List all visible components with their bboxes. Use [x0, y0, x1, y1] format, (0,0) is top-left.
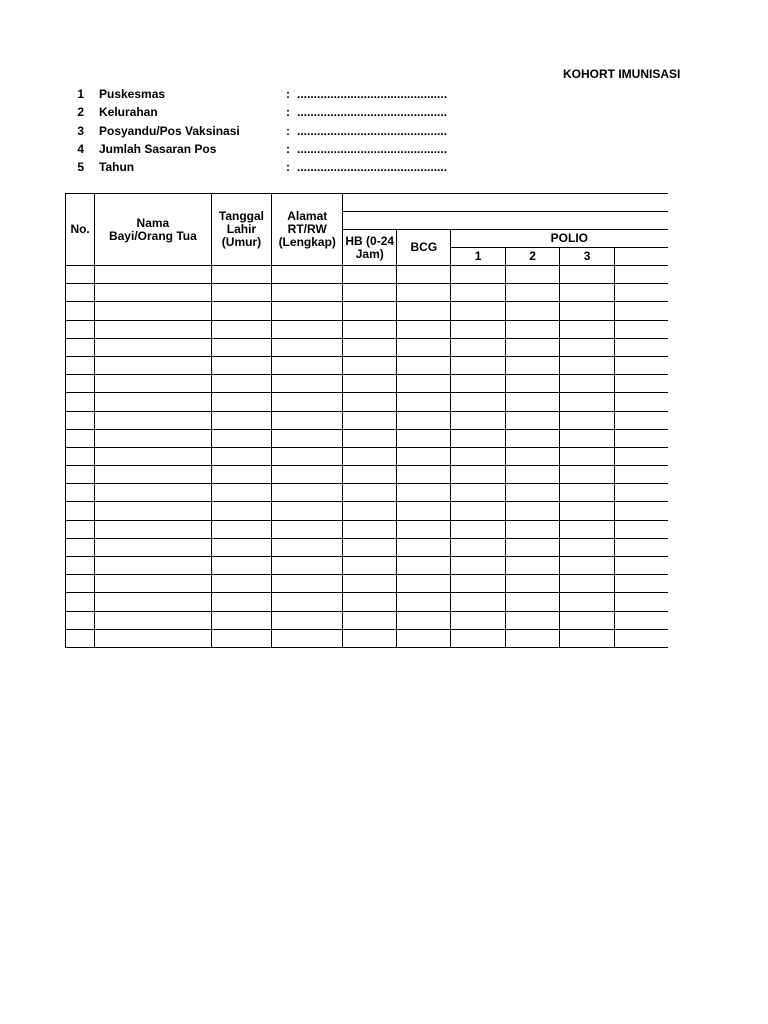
table-cell[interactable] — [343, 429, 397, 447]
table-cell[interactable] — [451, 520, 506, 538]
table-cell[interactable] — [95, 320, 211, 338]
table-cell[interactable] — [397, 356, 451, 374]
table-cell[interactable] — [211, 538, 272, 556]
table-cell[interactable] — [95, 375, 211, 393]
table-cell[interactable] — [505, 375, 560, 393]
table-cell[interactable] — [614, 320, 668, 338]
table-cell[interactable] — [560, 557, 615, 575]
table-cell[interactable] — [343, 502, 397, 520]
table-cell[interactable] — [343, 575, 397, 593]
table-cell[interactable] — [211, 447, 272, 465]
table-cell[interactable] — [211, 502, 272, 520]
info-number: 4 — [77, 142, 84, 157]
table-cell[interactable] — [560, 575, 615, 593]
table-cell[interactable] — [505, 593, 560, 611]
table-cell[interactable] — [505, 284, 560, 302]
table-cell[interactable] — [397, 266, 451, 284]
table-row — [66, 284, 669, 302]
table-cell[interactable] — [614, 611, 668, 629]
table-cell[interactable] — [66, 484, 95, 502]
table-cell[interactable] — [66, 411, 95, 429]
table-row — [66, 502, 669, 520]
info-label: Jumlah Sasaran Pos — [99, 142, 217, 157]
form-info-block — [70, 85, 490, 176]
info-row-posyandu — [70, 122, 490, 140]
table-row — [66, 375, 669, 393]
table-cell[interactable] — [505, 502, 560, 520]
table-cell[interactable] — [614, 466, 668, 484]
header-alamat: Alamat RT/RW (Lengkap) — [272, 194, 343, 266]
table-cell[interactable] — [272, 629, 343, 647]
form-title: KOHORT IMUNISASI — [563, 67, 681, 81]
table-cell[interactable] — [614, 575, 668, 593]
table-cell[interactable] — [614, 284, 668, 302]
table-cell[interactable] — [211, 484, 272, 502]
table-cell[interactable] — [505, 320, 560, 338]
table-cell[interactable] — [614, 266, 668, 284]
table-cell[interactable] — [397, 520, 451, 538]
table-row — [66, 593, 669, 611]
table-cell[interactable] — [272, 502, 343, 520]
table-row — [66, 629, 669, 647]
table-cell[interactable] — [614, 557, 668, 575]
table-cell[interactable] — [397, 502, 451, 520]
table-cell[interactable] — [614, 593, 668, 611]
header-bcg: BCG — [397, 230, 451, 266]
table-cell[interactable] — [343, 466, 397, 484]
table-cell[interactable] — [451, 484, 506, 502]
table-cell[interactable] — [95, 502, 211, 520]
table-cell[interactable] — [66, 593, 95, 611]
table-cell[interactable] — [272, 266, 343, 284]
info-row-puskesmas — [70, 85, 490, 103]
table-cell[interactable] — [451, 302, 506, 320]
table-cell[interactable] — [560, 356, 615, 374]
info-label: Kelurahan — [99, 105, 158, 120]
table-cell[interactable] — [560, 338, 615, 356]
info-fill-line[interactable]: ............................................. — [297, 160, 448, 175]
table-cell[interactable] — [560, 447, 615, 465]
table-cell[interactable] — [95, 338, 211, 356]
table-cell[interactable] — [397, 538, 451, 556]
table-body — [66, 266, 669, 648]
table-cell[interactable] — [451, 429, 506, 447]
table-cell[interactable] — [95, 266, 211, 284]
table-cell[interactable] — [272, 429, 343, 447]
table-cell[interactable] — [397, 302, 451, 320]
table-row — [66, 611, 669, 629]
table-cell[interactable] — [505, 447, 560, 465]
table-cell[interactable] — [343, 629, 397, 647]
table-cell[interactable] — [343, 447, 397, 465]
info-row-kelurahan — [70, 103, 490, 121]
table-cell[interactable] — [66, 611, 95, 629]
table-cell[interactable] — [272, 302, 343, 320]
table-cell[interactable] — [451, 575, 506, 593]
table-cell[interactable] — [560, 538, 615, 556]
table-cell[interactable] — [272, 593, 343, 611]
table-cell[interactable] — [397, 284, 451, 302]
table-cell[interactable] — [95, 520, 211, 538]
table-cell[interactable] — [505, 484, 560, 502]
table-cell[interactable] — [397, 411, 451, 429]
table-cell[interactable] — [505, 611, 560, 629]
header-polio-dose-4 — [614, 248, 668, 266]
table-cell[interactable] — [505, 302, 560, 320]
info-fill-line[interactable]: ............................................. — [297, 105, 448, 120]
table-cell[interactable] — [95, 593, 211, 611]
header-polio-dose-3: 3 — [560, 248, 615, 266]
table-row — [66, 302, 669, 320]
table-cell[interactable] — [451, 447, 506, 465]
table-cell[interactable] — [211, 520, 272, 538]
table-cell[interactable] — [397, 575, 451, 593]
kohort-table-wrapper — [65, 193, 668, 650]
table-cell[interactable] — [66, 538, 95, 556]
table-cell[interactable] — [211, 429, 272, 447]
table-cell[interactable] — [505, 338, 560, 356]
table-cell[interactable] — [66, 629, 95, 647]
table-cell[interactable] — [343, 375, 397, 393]
table-cell[interactable] — [397, 393, 451, 411]
table-cell[interactable] — [614, 502, 668, 520]
table-cell[interactable] — [95, 411, 211, 429]
table-cell[interactable] — [614, 302, 668, 320]
table-cell[interactable] — [560, 411, 615, 429]
table-cell[interactable] — [397, 447, 451, 465]
table-cell[interactable] — [66, 338, 95, 356]
table-cell[interactable] — [614, 393, 668, 411]
table-cell[interactable] — [211, 557, 272, 575]
info-number: 2 — [77, 105, 84, 120]
info-label: Tahun — [99, 160, 135, 175]
table-cell[interactable] — [451, 466, 506, 484]
table-cell[interactable] — [95, 466, 211, 484]
header-band-mid — [343, 212, 668, 230]
table-cell[interactable] — [505, 557, 560, 575]
table-cell[interactable] — [211, 284, 272, 302]
table-cell[interactable] — [505, 575, 560, 593]
table-cell[interactable] — [66, 575, 95, 593]
table-row — [66, 538, 669, 556]
table-cell[interactable] — [66, 393, 95, 411]
table-cell[interactable] — [397, 611, 451, 629]
info-colon: : — [286, 142, 290, 157]
table-cell[interactable] — [272, 320, 343, 338]
table-cell[interactable] — [343, 393, 397, 411]
info-colon: : — [286, 123, 290, 138]
table-row — [66, 411, 669, 429]
table-cell[interactable] — [343, 338, 397, 356]
table-cell[interactable] — [343, 520, 397, 538]
info-colon: : — [286, 160, 290, 175]
table-cell[interactable] — [272, 466, 343, 484]
table-cell[interactable] — [272, 575, 343, 593]
table-cell[interactable] — [451, 284, 506, 302]
table-cell[interactable] — [560, 375, 615, 393]
table-cell[interactable] — [451, 411, 506, 429]
table-cell[interactable] — [451, 266, 506, 284]
table-cell[interactable] — [66, 557, 95, 575]
table-cell[interactable] — [560, 302, 615, 320]
header-polio-dose-1: 1 — [451, 248, 506, 266]
table-cell[interactable] — [560, 593, 615, 611]
table-cell[interactable] — [451, 557, 506, 575]
table-cell[interactable] — [66, 502, 95, 520]
table-cell[interactable] — [397, 466, 451, 484]
table-cell[interactable] — [614, 484, 668, 502]
table-cell[interactable] — [211, 411, 272, 429]
table-cell[interactable] — [343, 611, 397, 629]
table-row — [66, 338, 669, 356]
table-cell[interactable] — [272, 356, 343, 374]
table-cell[interactable] — [397, 429, 451, 447]
info-label: Puskesmas — [99, 87, 166, 102]
info-number: 1 — [77, 87, 84, 102]
table-cell[interactable] — [95, 447, 211, 465]
table-cell[interactable] — [560, 484, 615, 502]
table-cell[interactable] — [397, 484, 451, 502]
table-cell[interactable] — [272, 393, 343, 411]
info-fill-line[interactable]: ............................................. — [297, 142, 448, 157]
table-cell[interactable] — [397, 375, 451, 393]
table-cell[interactable] — [272, 557, 343, 575]
table-cell[interactable] — [343, 538, 397, 556]
info-number: 5 — [77, 160, 84, 175]
table-cell[interactable] — [343, 411, 397, 429]
table-cell[interactable] — [272, 284, 343, 302]
table-cell[interactable] — [560, 266, 615, 284]
table-cell[interactable] — [560, 629, 615, 647]
table-row — [66, 320, 669, 338]
table-row — [66, 429, 669, 447]
table-cell[interactable] — [343, 284, 397, 302]
table-cell[interactable] — [343, 484, 397, 502]
table-row — [66, 466, 669, 484]
table-cell[interactable] — [614, 338, 668, 356]
table-cell[interactable] — [66, 375, 95, 393]
table-cell[interactable] — [343, 557, 397, 575]
table-cell[interactable] — [451, 502, 506, 520]
table-cell[interactable] — [614, 411, 668, 429]
table-cell[interactable] — [505, 429, 560, 447]
table-cell[interactable] — [272, 338, 343, 356]
table-cell[interactable] — [66, 520, 95, 538]
table-cell[interactable] — [211, 356, 272, 374]
table-cell[interactable] — [614, 538, 668, 556]
table-cell[interactable] — [95, 557, 211, 575]
table-cell[interactable] — [614, 429, 668, 447]
table-cell[interactable] — [397, 557, 451, 575]
info-colon: : — [286, 87, 290, 102]
table-row — [66, 393, 669, 411]
table-cell[interactable] — [272, 375, 343, 393]
table-cell[interactable] — [560, 320, 615, 338]
table-cell[interactable] — [211, 320, 272, 338]
table-cell[interactable] — [66, 302, 95, 320]
table-cell[interactable] — [451, 320, 506, 338]
header-hb: HB (0-24 Jam) — [343, 230, 397, 266]
table-row — [66, 484, 669, 502]
kohort-table — [65, 193, 668, 648]
table-cell[interactable] — [66, 447, 95, 465]
table-cell[interactable] — [95, 484, 211, 502]
table-cell[interactable] — [211, 575, 272, 593]
table-cell[interactable] — [272, 484, 343, 502]
info-number: 3 — [77, 123, 84, 138]
table-cell[interactable] — [95, 284, 211, 302]
table-cell[interactable] — [211, 629, 272, 647]
table-cell[interactable] — [614, 629, 668, 647]
table-cell[interactable] — [397, 593, 451, 611]
table-cell[interactable] — [614, 520, 668, 538]
table-cell[interactable] — [343, 302, 397, 320]
header-band-top — [343, 194, 668, 212]
info-colon: : — [286, 105, 290, 120]
table-cell[interactable] — [451, 538, 506, 556]
table-cell[interactable] — [397, 320, 451, 338]
table-cell[interactable] — [211, 611, 272, 629]
table-cell[interactable] — [451, 593, 506, 611]
table-cell[interactable] — [397, 338, 451, 356]
table-cell[interactable] — [343, 356, 397, 374]
table-cell[interactable] — [505, 266, 560, 284]
table-cell[interactable] — [211, 266, 272, 284]
table-cell[interactable] — [211, 393, 272, 411]
table-cell[interactable] — [505, 411, 560, 429]
table-cell[interactable] — [451, 611, 506, 629]
table-cell[interactable] — [272, 447, 343, 465]
header-tanggal-lahir: Tanggal Lahir (Umur) — [211, 194, 272, 266]
table-cell[interactable] — [66, 266, 95, 284]
table-cell[interactable] — [272, 611, 343, 629]
table-cell[interactable] — [95, 575, 211, 593]
info-label: Posyandu/Pos Vaksinasi — [99, 123, 240, 138]
table-row — [66, 447, 669, 465]
table-cell[interactable] — [560, 520, 615, 538]
table-cell[interactable] — [505, 356, 560, 374]
table-cell[interactable] — [505, 520, 560, 538]
table-cell[interactable] — [66, 356, 95, 374]
table-cell[interactable] — [560, 284, 615, 302]
header-polio — [451, 230, 668, 248]
table-cell[interactable] — [66, 429, 95, 447]
table-cell[interactable] — [397, 629, 451, 647]
table-cell[interactable] — [614, 356, 668, 374]
table-cell[interactable] — [343, 320, 397, 338]
table-row — [66, 356, 669, 374]
table-cell[interactable] — [560, 429, 615, 447]
info-fill-line[interactable]: ............................................. — [297, 87, 448, 102]
info-row-jumlah-sasaran — [70, 140, 490, 158]
table-cell[interactable] — [95, 393, 211, 411]
table-cell[interactable] — [272, 520, 343, 538]
info-fill-line[interactable]: ............................................. — [297, 123, 448, 138]
table-cell[interactable] — [451, 629, 506, 647]
table-cell[interactable] — [343, 593, 397, 611]
table-row — [66, 557, 669, 575]
table-row — [66, 266, 669, 284]
table-cell[interactable] — [614, 447, 668, 465]
table-cell[interactable] — [211, 466, 272, 484]
table-row — [66, 520, 669, 538]
table-cell[interactable] — [272, 538, 343, 556]
table-cell[interactable] — [211, 302, 272, 320]
table-cell[interactable] — [343, 266, 397, 284]
table-cell[interactable] — [95, 429, 211, 447]
info-row-tahun — [70, 158, 490, 176]
table-cell[interactable] — [560, 466, 615, 484]
table-cell[interactable] — [451, 338, 506, 356]
table-cell[interactable] — [560, 611, 615, 629]
header-no: No. — [66, 194, 95, 266]
table-cell[interactable] — [505, 538, 560, 556]
table-cell[interactable] — [451, 393, 506, 411]
table-cell[interactable] — [211, 593, 272, 611]
table-cell[interactable] — [505, 466, 560, 484]
table-cell[interactable] — [451, 356, 506, 374]
header-polio-dose-2: 2 — [505, 248, 560, 266]
header-polio-label: POLIO — [550, 231, 588, 245]
table-cell[interactable] — [95, 538, 211, 556]
table-cell[interactable] — [95, 302, 211, 320]
table-cell[interactable] — [95, 611, 211, 629]
header-nama-bayi: Nama Bayi/Orang Tua — [95, 194, 211, 266]
table-cell[interactable] — [95, 356, 211, 374]
table-cell[interactable] — [211, 338, 272, 356]
table-cell[interactable] — [66, 284, 95, 302]
table-cell[interactable] — [95, 629, 211, 647]
table-row — [66, 575, 669, 593]
table-cell[interactable] — [211, 375, 272, 393]
table-cell[interactable] — [560, 393, 615, 411]
table-cell[interactable] — [614, 375, 668, 393]
table-cell[interactable] — [560, 502, 615, 520]
table-cell[interactable] — [505, 629, 560, 647]
table-cell[interactable] — [272, 411, 343, 429]
table-cell[interactable] — [66, 320, 95, 338]
table-cell[interactable] — [451, 375, 506, 393]
table-cell[interactable] — [505, 393, 560, 411]
table-cell[interactable] — [66, 466, 95, 484]
